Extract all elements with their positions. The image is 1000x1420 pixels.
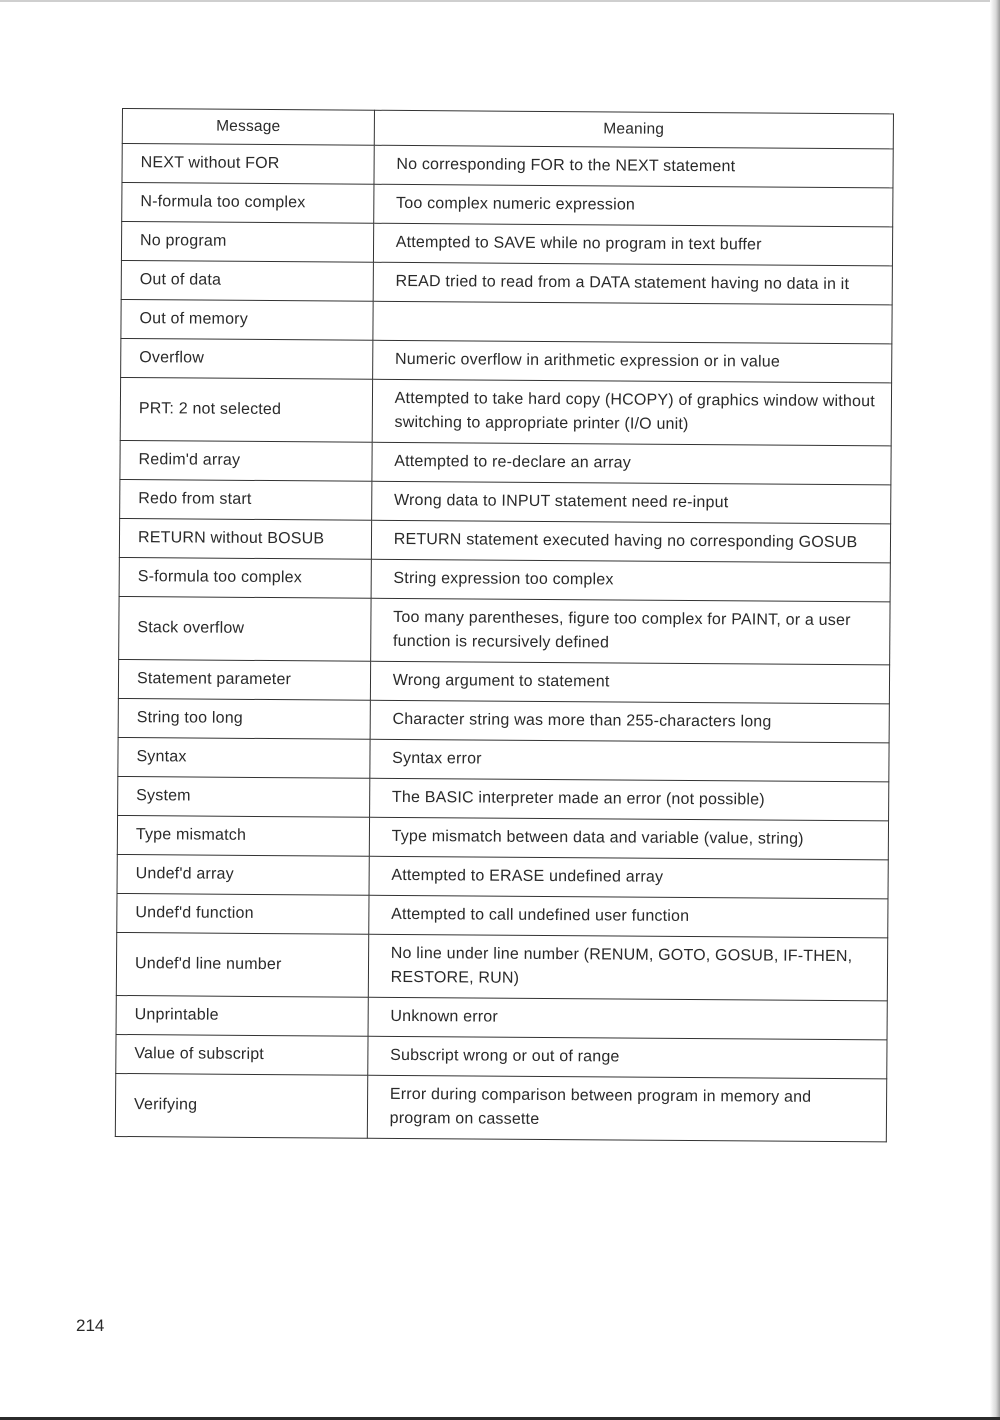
meaning-cell: String expression too complex: [371, 559, 891, 602]
header-message: Message: [122, 109, 374, 146]
error-message-table: [115, 108, 894, 1142]
meaning-cell: Attempted to take hard copy (HCOPY) of graphics window without switching to appropriate printer (I/O unit): [372, 379, 892, 446]
meaning-cell: Attempted to call undefined user function: [368, 895, 888, 938]
table-row: [118, 776, 889, 820]
table-row: [117, 815, 888, 859]
meaning-cell: Wrong data to INPUT statement need re-input: [371, 481, 891, 524]
table-row: [115, 1073, 886, 1141]
meaning-cell: The BASIC interpreter made an error (not possible): [369, 778, 889, 821]
meaning-cell: Unknown error: [368, 997, 888, 1040]
message-cell: NEXT without FOR: [122, 144, 374, 185]
message-cell: Stack overflow: [119, 596, 371, 661]
meaning-cell: Too many parentheses, figure too complex for PAINT, or a user function is recursively defined: [370, 598, 890, 665]
message-cell: N-formula too complex: [122, 183, 374, 224]
table-row: [120, 479, 891, 523]
table-row: [121, 338, 892, 382]
message-cell: S-formula too complex: [119, 557, 371, 598]
table-row: [118, 659, 889, 703]
table-row: [121, 299, 892, 343]
message-cell: Type mismatch: [117, 815, 369, 856]
table-row: [121, 260, 892, 304]
message-cell: Redo from start: [120, 479, 372, 520]
message-cell: RETURN without BOSUB: [119, 518, 371, 559]
message-cell: Out of memory: [121, 299, 373, 340]
table-row: [119, 596, 890, 664]
meaning-cell: RETURN statement executed having no corresponding GOSUB: [371, 520, 891, 563]
message-cell: String too long: [118, 698, 370, 739]
table-header-row: [122, 109, 893, 149]
table-row: [119, 557, 890, 601]
meaning-cell: Attempted to SAVE while no program in text buffer: [373, 223, 893, 266]
meaning-cell: No corresponding FOR to the NEXT statement: [374, 145, 894, 188]
page-right-edge: [990, 0, 1000, 1420]
table-row: [116, 932, 887, 1000]
meaning-cell: [373, 301, 893, 344]
message-cell: Syntax: [118, 737, 370, 778]
meaning-cell: Syntax error: [370, 739, 890, 782]
meaning-cell: Type mismatch between data and variable (value, string): [369, 817, 889, 860]
message-cell: Undef'd function: [117, 893, 369, 934]
message-cell: Value of subscript: [116, 1034, 368, 1075]
message-cell: Undef'd line number: [116, 932, 368, 997]
meaning-cell: Attempted to ERASE undefined array: [369, 856, 889, 899]
table-row: [121, 222, 892, 266]
message-cell: Overflow: [121, 338, 373, 379]
meaning-cell: READ tried to read from a DATA statement having no data in it: [373, 262, 893, 305]
meaning-cell: No line under line number (RENUM, GOTO, GOSUB, IF-THEN, RESTORE, RUN): [368, 934, 888, 1001]
table-row: [118, 737, 889, 781]
table-row: [120, 377, 891, 445]
header-meaning: Meaning: [374, 110, 893, 149]
meaning-cell: Error during comparison between program in memory and program on cassette: [367, 1075, 887, 1142]
page-top-edge: [0, 0, 1000, 2]
meaning-cell: Attempted to re-declare an array: [372, 442, 892, 485]
meaning-cell: Too complex numeric expression: [373, 184, 893, 227]
message-cell: Redim'd array: [120, 440, 372, 481]
meaning-cell: Wrong argument to statement: [370, 661, 890, 704]
meaning-cell: Character string was more than 255-characters long: [370, 700, 890, 743]
table-row: [117, 893, 888, 937]
message-cell: Unprintable: [116, 995, 368, 1036]
table-row: [120, 440, 891, 484]
table-row: [116, 995, 887, 1039]
table-row: [117, 854, 888, 898]
message-cell: System: [118, 776, 370, 817]
message-cell: Statement parameter: [118, 659, 370, 700]
message-cell: Verifying: [115, 1073, 367, 1138]
message-cell: Out of data: [121, 260, 373, 301]
table-row: [122, 183, 893, 227]
message-cell: PRT: 2 not selected: [120, 377, 372, 442]
meaning-cell: Subscript wrong or out of range: [367, 1036, 887, 1079]
table-row: [119, 518, 890, 562]
meaning-cell: Numeric overflow in arithmetic expression or in value: [372, 340, 892, 383]
table-row: [116, 1034, 887, 1078]
table-row: [118, 698, 889, 742]
message-cell: No program: [121, 222, 373, 263]
message-cell: Undef'd array: [117, 854, 369, 895]
page-number: 214: [76, 1316, 105, 1335]
table-row: [122, 144, 893, 188]
